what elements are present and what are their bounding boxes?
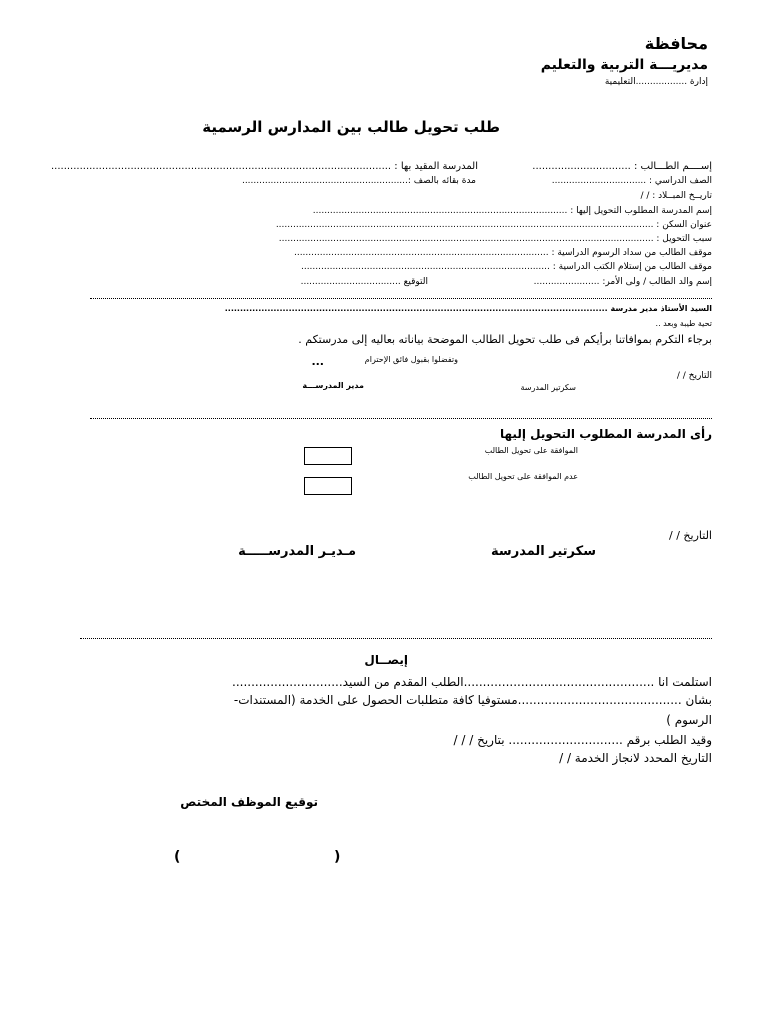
administration-label: إدارة ..................التعليمية [604,77,708,87]
request-secretary-label: سكرتير المدرسة [520,383,576,392]
books-status-field: موقف الطالب من إستلام الكتب الدراسية : ....................................................................................... [300,262,712,272]
receiving-principal-label: مـديـر المدرســـــة [238,544,356,559]
addressee-line: السيد الأستاذ مدير مدرسة .............................................................................................................................. [224,304,712,313]
birth-date-field: تاريــخ المبــلاد : / / [640,191,712,201]
fees-status-field: موقف الطالب من سداد الرسوم الدراسية : ......................................................................................... [293,248,712,258]
duration-field: مدة بقائه بالصف :.......................................................... [241,176,476,186]
receipt-line-fees: الرسوم ) [666,713,712,727]
grade-field: الصف الدراسي : ................................. [551,176,712,186]
form-title: طلب تحويل طالب بين المدارس الرسمية [202,118,500,136]
closing-dots: ... [311,355,324,368]
receipt-line-received: استلمت انا ..................................................الطلب المقدم من السيد............................. [232,675,712,689]
greeting-line: تحية طيبة وبعد .. [655,319,712,328]
section-divider [80,638,712,639]
receiving-school-heading: رأى المدرسة المطلوب التحويل إليها [500,427,712,441]
signature-paren-open: ( [334,849,341,865]
section-divider [90,418,712,419]
receipt-heading: إيصــال [364,653,408,667]
approve-label: الموافقة على تحويل الطالب [484,446,578,455]
request-principal-label: مدير المدرســـة [302,381,364,390]
employee-signature-label: توقيع الموظف المختص [180,795,318,809]
address-field: عنوان السكن : .................................................................................................................................... [275,220,712,230]
receiving-secretary-label: سكرتير المدرسة [491,544,596,559]
closing-line: وتفضلوا بقبول فائق الإحترام [364,355,458,364]
directorate-label: مديريـــة التربية والتعليم [540,57,708,73]
guardian-field: إسم والد الطالب / ولى الأمر: ....................... [533,277,712,287]
reject-checkbox[interactable] [304,477,352,495]
target-school-field: إسم المدرسة المطلوب التحويل إليها : ......................................................................................... [312,206,712,216]
request-body: برجاء التكرم بموافاتنا برأيكم فى طلب تحويل الطالب الموضحة بياناته بعاليه إلى مدرستكم . [298,333,712,346]
reason-field: سبب التحويل : ................................................................................................................................... [278,234,712,244]
receipt-line-registration: وقيد الطلب برقم .............................. بتاريخ / / / [453,733,712,747]
guardian-signature-field: التوقيع ................................... [300,277,428,287]
student-name-field: إســــم الطـــالب : ............................... [532,161,712,172]
current-school-field: المدرسة المقيد بها : ........................................................................................................... [50,161,478,172]
receipt-line-purpose: بشان ...........................................مستوفيا كافة متطلبات الحصول على الخدمة (المستندات- [233,693,712,707]
request-date: التاريخ / / [676,371,712,381]
approve-checkbox[interactable] [304,447,352,465]
receiving-date: التاريخ / / [669,529,712,542]
section-divider [90,298,712,299]
signature-paren-close: ) [174,849,181,865]
reject-label: عدم الموافقة على تحويل الطالب [468,472,578,481]
governorate-label: محافظة [644,34,708,53]
receipt-line-due-date: التاريخ المحدد لانجاز الخدمة / / [559,751,712,765]
